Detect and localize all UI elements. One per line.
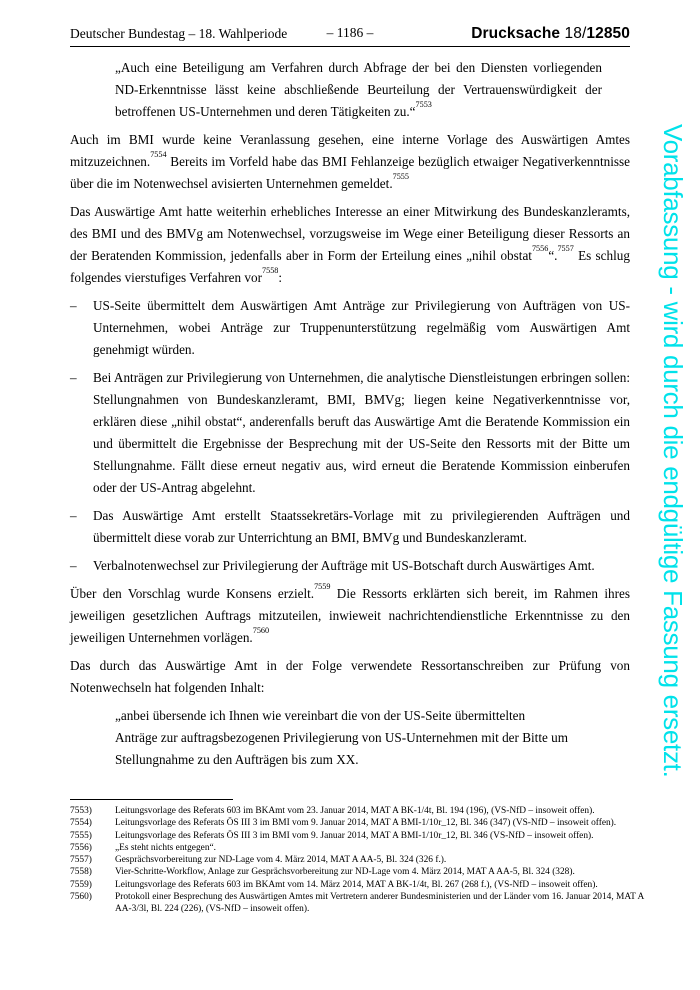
footnote-number: 7556)	[70, 842, 92, 853]
bullet-dash-icon: –	[70, 508, 77, 523]
footnote-number: 7560)	[70, 892, 92, 903]
bullet-dash-icon: –	[70, 298, 77, 313]
footnote-text: Gesprächsvorbereitung zur ND-Lage vom 4. März 2014, MAT A AA-5, Bl. 324 (326 f.).	[115, 855, 447, 866]
footnote-text: Leitungsvorlage des Referats ÖS III 3 im BMI vom 9. Januar 2014, MAT A BMI-1/10r_12, Bl. 346 (347) (VS-NfD – insoweit offen).	[115, 818, 617, 829]
paragraph-ressortanschreiben: Das durch das Auswärtige Amt in der Folge verwendete Ressortanschreiben zur Prüfung von Notenwechseln hat folgenden Inhalt:	[70, 658, 630, 695]
footnote	[70, 866, 648, 878]
header-drucksache	[465, 25, 630, 43]
list-item-text: US-Seite übermittelt dem Auswärtigen Amt Anträge zur Privilegierung von Aufträgen von US-Unternehmen, wobei Anträge zur Truppenunterstützung regelmäßig vom Auswärtigen Amt genehmigt würden.	[93, 298, 630, 357]
footnote	[70, 805, 648, 817]
bullet-dash-icon: –	[70, 558, 77, 573]
document-body	[70, 57, 630, 777]
footnote	[70, 817, 648, 829]
footnote-text: „Es steht nichts entgegen“.	[115, 842, 217, 853]
footnote-text: Leitungsvorlage des Referats ÖS III 3 im BMI vom 9. Januar 2014, MAT A BMI-1/10r_12, Bl. 346 (VS-NfD – insoweit offen).	[115, 830, 594, 841]
paragraph-bmi: Auch im BMI wurde keine Veranlassung gesehen, eine interne Vorlage des Auswärtigen Amtes mitzuzeichnen.$^{7554}$ Bereits im Vorfeld habe das BMI Fehlanzeige bezüglich etwaiger Negativerkenntnisse über die im Notenwechsel avisierten Unternehmen gemeldet.$^{7555}$	[70, 132, 630, 191]
header-rule	[70, 46, 630, 47]
footnote	[70, 891, 648, 916]
list-item	[70, 555, 630, 577]
footnote-text: Vier-Schritte-Workflow, Anlage zur Gesprächsvorbereitung zur ND-Lage vom 4. März 2014, MAT A AA-5, Bl. 324 (328).	[115, 867, 575, 878]
footnote	[70, 854, 648, 866]
page-header	[70, 25, 630, 43]
footnote-number: 7553)	[70, 806, 92, 816]
footnote	[70, 830, 648, 842]
drucksache-number: 12850	[586, 25, 630, 42]
list-item	[70, 367, 630, 499]
footnote-text: Protokoll einer Besprechung des Auswärtigen Amtes mit Vertretern anderer Bundesministerien und der Länder vom 16. Januar 2014, MAT A AA-3/3l, Bl. 224 (226), (VS-NfD – insoweit offen).	[115, 892, 644, 915]
paragraph-auswaertiges-amt: Das Auswärtige Amt hatte weiterhin erhebliches Interesse an einer Mitwirkung des Bundeskanzleramts, des BMI und des BMVg am Notenwechsel, vorzugsweise im Wege einer Beteiligung dieser Ressorts an der Beratenden Kommission, jedenfalls aber in Form der Erteilung eines „nihil obstat$^{7556}$“.$^{7557}$ Es schlug folgendes vierstufiges Verfahren vor$^{7558}$:	[70, 204, 630, 285]
footnote-number: 7558)	[70, 867, 92, 878]
watermark-vorabfassung: Vorabfassung - wird durch die endgültige Fassung ersetzt.	[658, 124, 688, 778]
footnote-number: 7554)	[70, 818, 92, 829]
footnote-separator-rule	[70, 799, 233, 800]
footnote-text: Leitungsvorlage des Referats 603 im BKAmt vom 14. März 2014, MAT A BK-1/4t, Bl. 267 (268 f.), (VS-NfD – insoweit offen).	[115, 879, 598, 890]
page-number: – 1186 –	[326, 25, 374, 40]
footnotes-section	[70, 805, 648, 916]
list-item-text: Verbalnotenwechsel zur Privilegierung der Aufträge mit US-Botschaft durch Auswärtiges Amt.	[93, 558, 595, 573]
footnote-number: 7555)	[70, 830, 92, 841]
blockquote-anschreiben: „anbei übersende ich Ihnen wie vereinbart die von der US-Seite übermittelten Anträge zur auftragsbezogenen Privilegierung von US-Unternehmen mit der Bitte um Stellungnahme zu den Aufträgen bis zum XX.	[115, 708, 569, 767]
blockquote-nd-erkenntnisse: „Auch eine Beteiligung am Verfahren durch Abfrage der bei den Diensten vorliegenden ND-Erkenntnisse lässt keine abschließende Beurteilung der Vertrauenswürdigkeit der betroffenen US-Unternehmen und deren Tätigkeiten zu.“$^{7553}$	[115, 60, 602, 119]
header-parliament-label: Deutscher Bundestag – 18. Wahlperiode	[70, 26, 288, 41]
list-item	[70, 295, 630, 361]
bullet-dash-icon: –	[70, 370, 77, 385]
footnote-number: 7559)	[70, 879, 92, 890]
footnote-text: Leitungsvorlage des Referats 603 im BKAmt vom 23. Januar 2014, MAT A BK-1/4t, Bl. 194 (196), (VS-NfD – insoweit offen).	[115, 806, 595, 816]
list-item-text: Das Auswärtige Amt erstellt Staatssekretärs-Vorlage mit zu privilegierenden Aufträgen und übermittelt diese vorab zur Unterrichtung an BMI, BMVg und Bundeskanzleramt.	[93, 508, 630, 545]
drucksache-label: Drucksache	[471, 25, 561, 42]
drucksache-number-prefix: 18/	[564, 25, 587, 42]
footnote	[70, 842, 648, 854]
paragraph-konsens: Über den Vorschlag wurde Konsens erzielt.$^{7559}$ Die Ressorts erklärten sich bereit, im Rahmen ihres jeweiligen gesetzlichen Auftrags mitzuteilen, inwieweit nachrichtendienstliche Erkenntnisse zu den jeweiligen Unternehmen vorlägen.$^{7560}$	[70, 581, 630, 645]
list-item-text: Bei Anträgen zur Privilegierung von Unternehmen, die analytische Dienstleistungen erbringen sollen: Stellungnahmen von Bundeskanzleramt, BMI, BMVg; liegen keine Negativerkenntnisse vor, erklären diese „nihil obstat“, anderenfalls beruft das Auswärtige Amt die Beratende Kommission ein und übermittelt die Ergebnisse der Besprechung mit der US-Seite den Ressorts mit der Bitte um Stellungnahme. Fällt diese erneut negativ aus, wird erneut die Beratende Kommission einberufen oder der US-Antrag abgelehnt.	[93, 370, 630, 495]
footnote-number: 7557)	[70, 855, 92, 866]
list-item	[70, 505, 630, 549]
footnote	[70, 879, 648, 891]
